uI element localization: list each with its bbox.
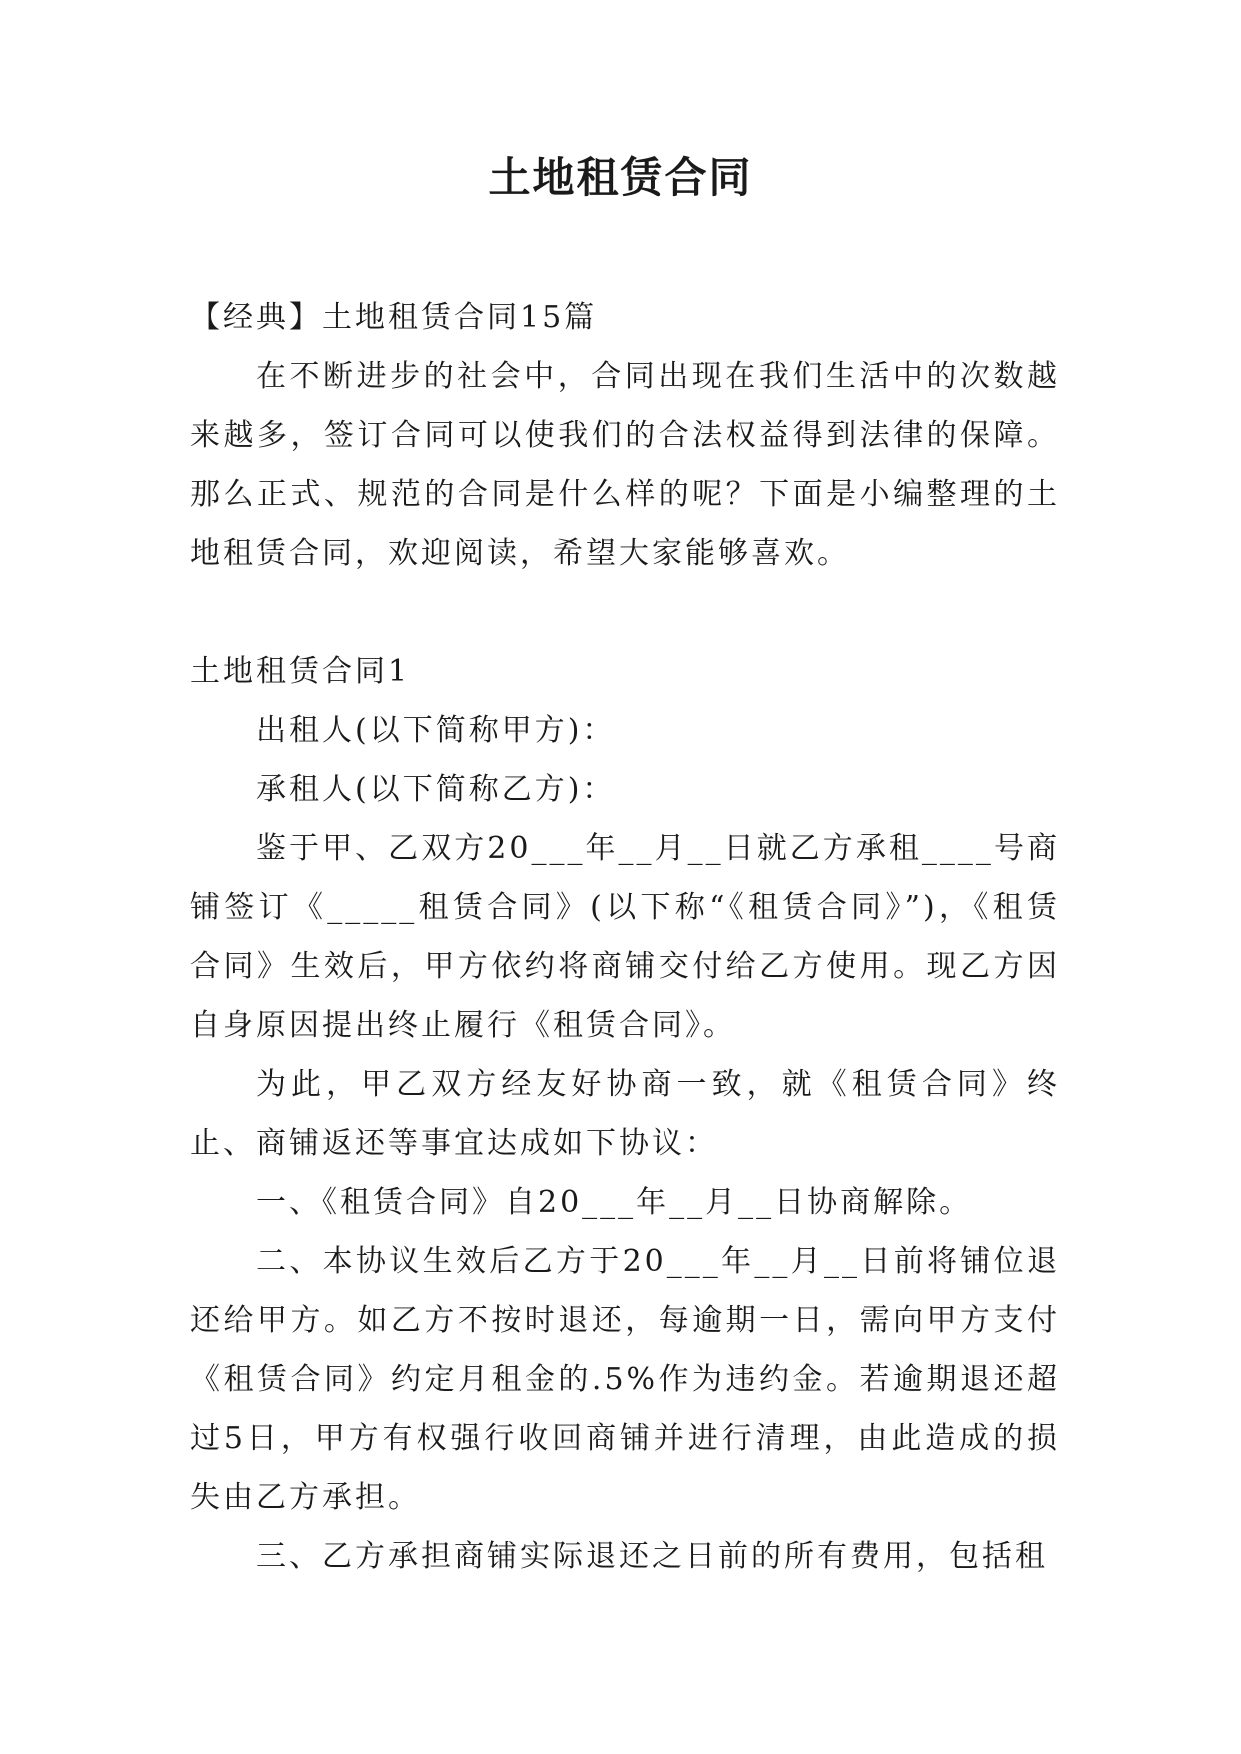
document-title: 土地租赁合同 <box>488 153 753 202</box>
document-body <box>190 288 1060 1586</box>
lessee-line: 承租人(以下简称乙方)： <box>256 772 616 807</box>
paragraph-spacer <box>190 583 1060 642</box>
lessor-line: 出租人(以下简称甲方)： <box>256 713 616 748</box>
agreement-paragraph: 为此，甲乙双方经友好协商一致，就《租赁合同》终止、商铺返还等事宜达成如下协议： <box>190 1067 1060 1161</box>
clause-2: 二、本协议生效后乙方于20___年__月__日前将铺位退还给甲方。如乙方不按时退还，每逾期一日，需向甲方支付《租赁合同》约定月租金的.5%作为违约金。若逾期退还超过5日，甲方有权强行收回商铺并进行清理，由此造成的损失由乙方承担。 <box>190 1244 1060 1515</box>
clause-3: 三、乙方承担商铺实际退还之日前的所有费用，包括租 <box>256 1539 1048 1574</box>
clause-1: 一、《租赁合同》自20___年__月__日协商解除。 <box>256 1185 973 1220</box>
recital-paragraph: 鉴于甲、乙双方20___年__月__日就乙方承租____号商铺签订《_____租赁合同》(以下称“《租赁合同》”)，《租赁合同》生效后，甲方依约将商铺交付给乙方使用。现乙方因自身原因提出终止履行《租赁合同》。 <box>190 831 1060 1043</box>
intro-paragraph: 在不断进步的社会中，合同出现在我们生活中的次数越来越多，签订合同可以使我们的合法权益得到法律的保障。那么正式、规范的合同是什么样的呢？下面是小编整理的土地租赁合同，欢迎阅读，希望大家能够喜欢。 <box>190 359 1060 571</box>
document-subtitle: 【经典】土地租赁合同15篇 <box>190 300 598 335</box>
section-heading: 土地租赁合同1 <box>190 654 411 689</box>
